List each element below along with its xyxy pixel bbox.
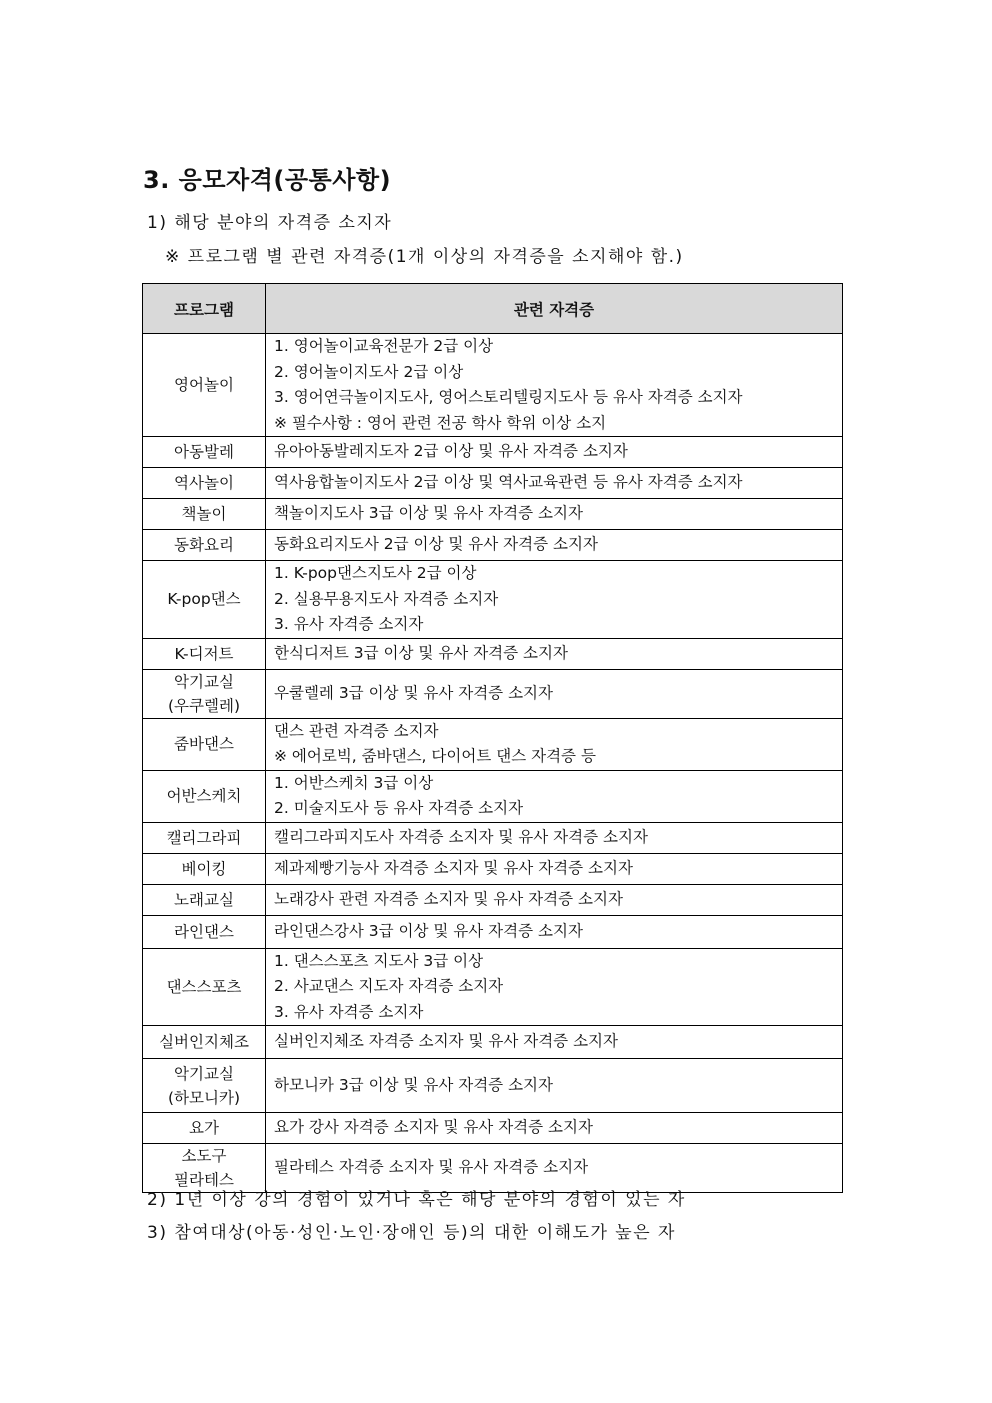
certificate-line: 2. 사교댄스 지도자 자격증 소지자 xyxy=(274,977,504,995)
certificate-line: 3. 영어연극놀이지도사, 영어스토리텔링지도사 등 유사 자격증 소지자 xyxy=(274,388,743,406)
program-cell xyxy=(143,499,266,530)
program-name: 댄스스포츠 xyxy=(166,977,242,996)
program-name: 책놀이 xyxy=(181,505,227,523)
certificate-line: 2. 실용무용지도사 자격증 소지자 xyxy=(274,589,499,608)
certificate-cell xyxy=(266,770,843,822)
certificate-line: 2. 미술지도사 등 유사 자격증 소지자 xyxy=(274,799,524,817)
certificate-cell xyxy=(266,638,843,669)
certificate-line: 우쿨렐레 3급 이상 및 유사 자격증 소지자 xyxy=(274,683,553,702)
program-name: 아동발레 xyxy=(174,443,234,461)
certificate-line: 한식디저트 3급 이상 및 유사 자격증 소지자 xyxy=(274,643,568,662)
program-name: 노래교실 xyxy=(174,890,234,909)
table-row xyxy=(143,561,843,639)
table-row xyxy=(143,638,843,669)
table-row xyxy=(143,948,843,1026)
program-cell xyxy=(143,638,266,669)
program-name: K-디저트 xyxy=(174,644,234,663)
program-cell xyxy=(143,1026,266,1059)
program-name: 실버인지체조 xyxy=(159,1033,249,1051)
program-cell xyxy=(143,530,266,561)
certificate-cell xyxy=(266,915,843,948)
table-row xyxy=(143,1026,843,1059)
table-row xyxy=(143,718,843,770)
program-cell xyxy=(143,468,266,499)
program-cell xyxy=(143,822,266,853)
certificate-cell xyxy=(266,468,843,499)
certificate-line: ※ 필수사항 : 영어 관련 전공 학사 학위 이상 소지 xyxy=(274,413,607,432)
program-name: (하모니카) xyxy=(168,1088,240,1107)
certificate-line: 책놀이지도사 3급 이상 및 유사 자격증 소지자 xyxy=(274,504,583,523)
table-body xyxy=(143,334,843,1193)
certificate-line: 3. 유사 자격증 소지자 xyxy=(274,615,424,633)
table-row xyxy=(143,1059,843,1113)
certificate-cell xyxy=(266,334,843,437)
table-row xyxy=(143,1113,843,1144)
table-row xyxy=(143,437,843,468)
certificate-line: 필라테스 자격증 소지자 및 유사 자격증 소지자 xyxy=(274,1158,589,1177)
requirement-1: 1) 해당 분야의 자격증 소지자 xyxy=(147,213,393,233)
certificate-line: 1. K-pop댄스지도사 2급 이상 xyxy=(274,564,477,582)
certificate-line: 3. 유사 자격증 소지자 xyxy=(274,1002,424,1021)
program-cell xyxy=(143,1113,266,1144)
program-name: 소도구 xyxy=(181,1147,227,1165)
table-row xyxy=(143,530,843,561)
certificate-cell xyxy=(266,1059,843,1113)
certificate-line: 노래강사 관련 자격증 소지자 및 유사 자격증 소지자 xyxy=(274,889,623,908)
certificate-line: 1. 어반스케치 3급 이상 xyxy=(274,773,434,792)
requirement-3: 3) 참여대상(아동·성인·노인·장애인 등)의 대한 이해도가 높은 자 xyxy=(147,1223,676,1243)
table-header-row xyxy=(143,284,843,334)
table-row xyxy=(143,915,843,948)
program-name: 베이킹 xyxy=(181,859,227,878)
program-cell xyxy=(143,1059,266,1113)
certificate-line: 2. 영어놀이지도사 2급 이상 xyxy=(274,362,464,381)
program-name: 라인댄스 xyxy=(174,922,234,941)
certificate-note: ※ 프로그램 별 관련 자격증(1개 이상의 자격증을 소지해야 함.) xyxy=(165,247,684,267)
program-cell xyxy=(143,437,266,468)
certificate-line: 댄스 관련 자격증 소지자 xyxy=(274,721,439,740)
certificate-cell xyxy=(266,822,843,853)
header-certificate: 관련 자격증 xyxy=(266,284,843,334)
certificate-cell xyxy=(266,669,843,718)
table-row xyxy=(143,770,843,822)
certificate-cell xyxy=(266,884,843,915)
certificate-cell xyxy=(266,948,843,1026)
table-row xyxy=(143,853,843,884)
certificate-line: 하모니카 3급 이상 및 유사 자격증 소지자 xyxy=(274,1075,553,1094)
program-name: 악기교실 xyxy=(174,1064,234,1083)
certificate-line: 유아아동발레지도자 2급 이상 및 유사 자격증 소지자 xyxy=(274,442,628,461)
certificate-line: 1. 댄스스포츠 지도사 3급 이상 xyxy=(274,951,484,970)
certificate-cell xyxy=(266,530,843,561)
certificate-cell xyxy=(266,1113,843,1144)
table-row xyxy=(143,499,843,530)
certificate-cell xyxy=(266,1026,843,1059)
program-cell xyxy=(143,561,266,639)
program-name: 역사놀이 xyxy=(174,474,234,492)
certificate-line: 동화요리지도사 2급 이상 및 유사 자격증 소지자 xyxy=(274,535,598,554)
program-name: 캘리그라피 xyxy=(166,828,242,847)
table-row xyxy=(143,334,843,437)
certificate-line: 실버인지체조 자격증 소지자 및 유사 자격증 소지자 xyxy=(274,1032,618,1051)
program-name: 요가 xyxy=(189,1119,219,1137)
qualification-table xyxy=(142,283,843,1193)
certificate-line: 1. 영어놀이교육전문가 2급 이상 xyxy=(274,337,494,355)
program-name: K-pop댄스 xyxy=(167,590,241,609)
table-row xyxy=(143,669,843,718)
program-name: (우쿠렐레) xyxy=(168,696,240,715)
certificate-line: 요가 강사 자격증 소지자 및 유사 자격증 소지자 xyxy=(274,1118,593,1137)
program-cell xyxy=(143,718,266,770)
program-name: 악기교실 xyxy=(174,672,234,691)
program-name: 영어놀이 xyxy=(174,376,234,394)
requirement-2: 2) 1년 이상 강의 경험이 있거나 혹은 해당 분야의 경험이 있는 자 xyxy=(147,1190,686,1210)
program-name: 필라테스 xyxy=(174,1171,234,1189)
table-row xyxy=(143,822,843,853)
program-cell xyxy=(143,669,266,718)
certificate-line: ※ 에어로빅, 줌바댄스, 다이어트 댄스 자격증 등 xyxy=(274,747,596,765)
program-name: 줌바댄스 xyxy=(174,735,234,753)
certificate-line: 제과제빵기능사 자격증 소지자 및 유사 자격증 소지자 xyxy=(274,858,633,877)
certificate-cell xyxy=(266,718,843,770)
table-row xyxy=(143,468,843,499)
program-name: 동화요리 xyxy=(174,536,234,554)
table-row xyxy=(143,884,843,915)
certificate-cell xyxy=(266,499,843,530)
program-cell xyxy=(143,884,266,915)
certificate-line: 라인댄스강사 3급 이상 및 유사 자격증 소지자 xyxy=(274,921,583,940)
certificate-line: 캘리그라피지도사 자격증 소지자 및 유사 자격증 소지자 xyxy=(274,827,648,846)
program-cell xyxy=(143,334,266,437)
program-cell xyxy=(143,770,266,822)
header-program: 프로그램 xyxy=(143,284,266,334)
program-name: 어반스케치 xyxy=(166,787,242,805)
certificate-cell xyxy=(266,561,843,639)
certificate-cell xyxy=(266,853,843,884)
certificate-line: 역사융합놀이지도사 2급 이상 및 역사교육관련 등 유사 자격증 소지자 xyxy=(274,473,743,492)
section-heading: 3. 응모자격(공통사항) xyxy=(143,166,392,194)
program-cell xyxy=(143,948,266,1026)
certificate-cell xyxy=(266,437,843,468)
program-cell xyxy=(143,853,266,884)
program-cell xyxy=(143,915,266,948)
